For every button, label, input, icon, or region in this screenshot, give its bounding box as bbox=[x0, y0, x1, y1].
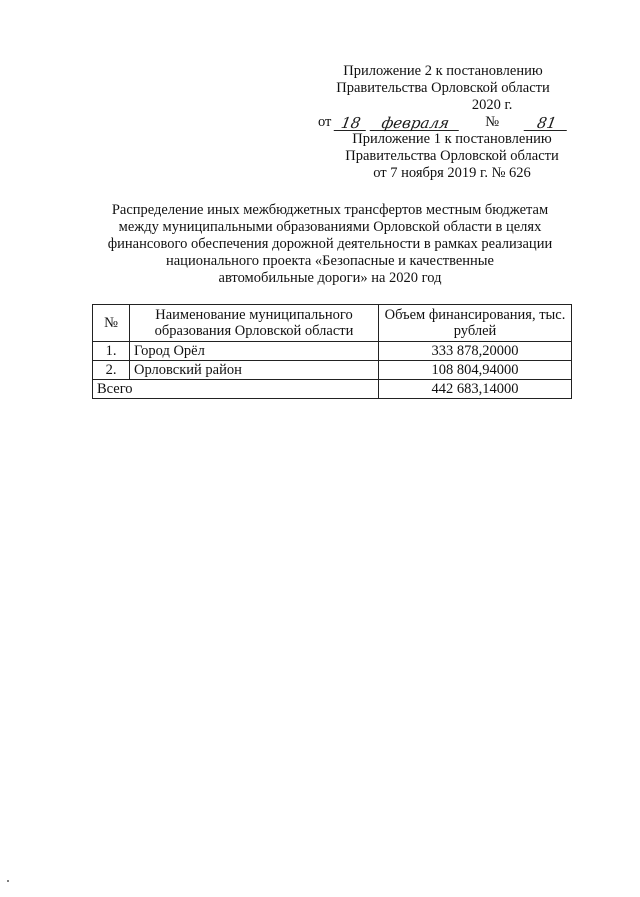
title-line-2: между муниципальными образованиями Орловской области в целях bbox=[118, 219, 542, 235]
annex-1-line-1: Приложение 1 к постановлению bbox=[352, 131, 552, 147]
annex-2-line-2: Правительства Орловской области bbox=[336, 80, 550, 96]
scan-speck bbox=[7, 880, 9, 882]
title-line-3: финансового обеспечения дорожной деятельности в рамках реализации bbox=[107, 236, 553, 252]
table-row bbox=[93, 342, 572, 361]
row-funding: 108 804,94000 bbox=[379, 361, 572, 380]
annex-1-header bbox=[318, 131, 586, 182]
handwritten-number: 81 bbox=[523, 116, 569, 131]
date-year: 2020 г. № bbox=[471, 97, 513, 130]
row-number: 2. bbox=[93, 361, 130, 380]
header-municipality: Наименование муниципального образования Орловской области bbox=[130, 305, 379, 342]
table-header-row bbox=[93, 305, 572, 342]
handwritten-month: февраля bbox=[370, 116, 461, 131]
annex-1-line-3: от 7 ноября 2019 г. № 626 bbox=[373, 165, 531, 181]
row-municipality: Город Орёл bbox=[130, 342, 379, 361]
row-number: 1. bbox=[93, 342, 130, 361]
date-prefix: от bbox=[318, 114, 332, 130]
table-row bbox=[93, 361, 572, 380]
row-municipality: Орловский район bbox=[130, 361, 379, 380]
annex-2-date-line bbox=[318, 97, 568, 131]
table-total-row bbox=[93, 380, 572, 399]
row-funding: 333 878,20000 bbox=[379, 342, 572, 361]
total-funding: 442 683,14000 bbox=[379, 380, 572, 399]
distribution-table bbox=[92, 304, 572, 399]
title-line-4: национального проекта «Безопасные и качественные bbox=[165, 253, 494, 269]
title-line-1: Распределение иных межбюджетных трансфертов местным бюджетам bbox=[111, 202, 549, 218]
title-line-5: автомобильные дороги» на 2020 год bbox=[218, 270, 442, 286]
document-title bbox=[80, 202, 580, 287]
handwritten-day: 18 bbox=[334, 116, 368, 131]
header-funding: Объем финансирования, тыс. рублей bbox=[379, 305, 572, 342]
header-number: № bbox=[93, 305, 130, 342]
annex-2-line-1: Приложение 2 к постановлению bbox=[343, 63, 543, 79]
annex-1-line-2: Правительства Орловской области bbox=[345, 148, 559, 164]
annex-2-header bbox=[318, 63, 568, 131]
total-label: Всего bbox=[93, 380, 379, 399]
